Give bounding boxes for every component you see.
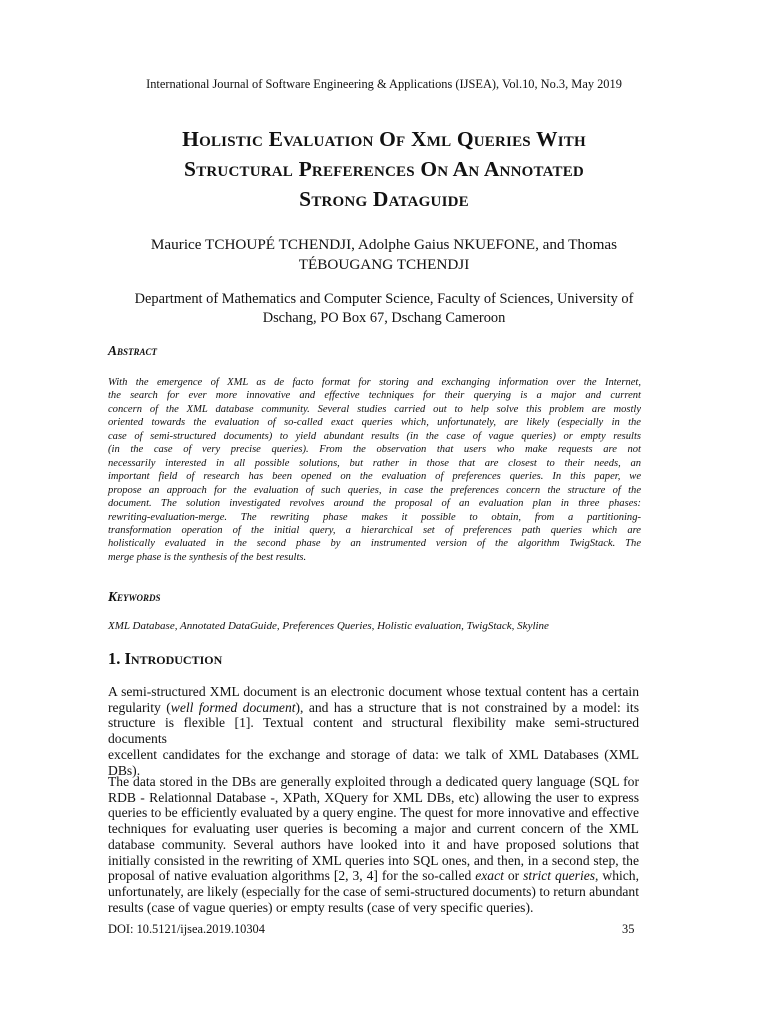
page-number: 35 [622, 922, 635, 936]
abstract-line: document. The solution investigated revolves around the proposal of an evaluation plan in three phases: [108, 498, 641, 510]
title-line: Holistic Evaluation Of Xml Queries With [182, 127, 586, 151]
doi-footer: DOI: 10.5121/ijsea.2019.10304 [108, 922, 265, 936]
paragraph-line: DBs). [108, 762, 141, 778]
running-head: International Journal of Software Engineering & Applications (IJSEA), Vol.10, No.3, May 2019 [146, 77, 622, 91]
paragraph-line: initially consisted in the rewriting of XML queries into SQL ones, and then, in a second step, the [108, 852, 639, 868]
abstract-line: (in the case of very precise queries). From the observation that users who make requests are not [108, 444, 641, 456]
paragraph-line [108, 868, 639, 884]
abstract-line: With the emergence of XML as de facto format for storing and exchanging information over the Internet, [108, 377, 641, 388]
keywords-heading: Keywords [108, 589, 161, 604]
abstract-line: merge phase is the synthesis of the best results. [108, 551, 307, 563]
abstract-line: oriented towards the evaluation of so-called exact queries which, unfortunately, are likely (especially in the [108, 417, 641, 429]
paragraph-line: excellent candidates for the exchange and storage of data: we talk of XML Databases (XML [108, 746, 639, 762]
paragraph-line: A semi-structured XML document is an electronic document whose textual content has a certain [108, 684, 639, 699]
paragraph-line: unfortunately, are likely (especially for the case of semi-structured documents) to return abundant [108, 883, 639, 899]
intro-paragraph-2 [108, 774, 639, 915]
text-run: ), and has a structure that is not constrained by a model: its [295, 699, 639, 715]
abstract-heading: Abstract [108, 343, 158, 358]
author-line: TÉBOUGANG TCHENDJI [298, 256, 470, 273]
abstract-line: holistically evaluated in the second phase by an instrumented version of the algorithm TwigStack. The [108, 538, 641, 550]
paper-title [90, 124, 678, 214]
emphasis-text: well formed document [170, 699, 296, 715]
emphasis-text: strict queries [523, 868, 596, 884]
text-run: , which, [595, 868, 640, 884]
intro-paragraph-1 [108, 684, 639, 778]
abstract-line: transformation operation of the initial query, a hierarchical set of preferences path queries which are [108, 524, 641, 536]
affiliation-line: Dschang, PO Box 67, Dschang Cameroon [262, 310, 506, 326]
paragraph-line: structure is flexible [1]. Textual content and structural flexibility make semi-structured documents [108, 715, 639, 747]
emphasis-text: exact [475, 868, 504, 884]
abstract-line: propose an approach for the evaluation of such queries, in case the preferences concern the structure of the [108, 484, 641, 496]
paragraph-line: queries to be efficiently evaluated by a query engine. The quest for more innovative and effective [108, 805, 639, 821]
keywords-text: XML Database, Annotated DataGuide, Preferences Queries, Holistic evaluation, TwigStack, Skyline [108, 620, 549, 632]
abstract-line: rewriting-evaluation-merge. The rewriting phase makes it possible to obtain, from a partitioning- [108, 511, 641, 523]
paragraph-line: RDB - Relationnal Database -, XPath, XQuery for XML DBs, etc) allowing the user to express [108, 789, 639, 805]
abstract-body [108, 376, 641, 564]
abstract-line: the search for ever more innovative and effective techniques for their querying is a major and current [108, 390, 641, 402]
text-run: regularity ( [108, 699, 171, 715]
text-run: or [503, 868, 524, 884]
abstract-line: case of semi-structured documents) to yield abundant results (in the case of vague queries) or empty results [108, 430, 641, 442]
paragraph-line: results (case of vague queries) or empty results (case of very specific queries). [108, 899, 534, 915]
abstract-line: necessarily interested in all possible solutions, but rather in those that are closest to their needs, an [108, 457, 641, 469]
paragraph-line: database community. Several authors have looked into it and have proposed solutions that [108, 836, 639, 852]
paragraph-line: The data stored in the DBs are generally exploited through a dedicated query language (SQL for [108, 774, 639, 789]
affiliation-line: Department of Mathematics and Computer Science, Faculty of Sciences, University of [134, 291, 634, 307]
author-list [100, 235, 668, 275]
paragraph-line [108, 700, 639, 716]
author-line: Maurice TCHOUPÉ TCHENDJI, Adolphe Gaius NKUEFONE, and Thomas [150, 236, 618, 253]
title-line: Structural Preferences On An Annotated [184, 157, 584, 181]
paragraph-line: techniques for evaluating user queries is becoming a major and current concern of the XML [108, 821, 639, 837]
text-run: proposal of native evaluation algorithms [2, 3, 4] for the so-called [108, 868, 476, 884]
abstract-line: concern of the XML database community. Several studies carried out to help solve this problem are mostly [108, 403, 641, 415]
title-line: Strong Dataguide [299, 187, 469, 211]
affiliation [90, 290, 678, 328]
introduction-heading: 1. Introduction [108, 649, 223, 668]
abstract-line: important field of research has been opened on the evaluation of preferences queries. In this paper, we [108, 471, 641, 483]
